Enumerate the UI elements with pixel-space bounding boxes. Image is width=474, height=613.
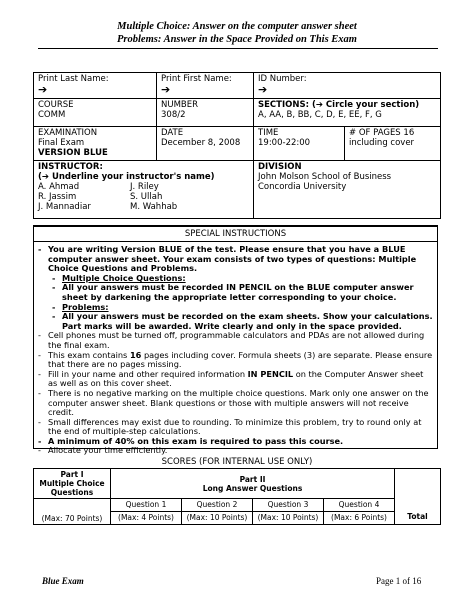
instructor-column-2 (130, 182, 177, 212)
question-score-cell[interactable]: (Max: 4 Points) (111, 512, 182, 525)
header-line-1: Multiple Choice: Answer on the computer answer sheet (117, 21, 357, 32)
part1-subtitle-2: Questions (50, 488, 94, 497)
instruction-item: - There is no negative marking on the multiple choice questions. Mark only one answer on the computer answer sheet. Blank questions or those with multiple answers will not receive credit. (38, 387, 429, 418)
exam-info-table (33, 72, 441, 219)
instructor-column-1 (38, 182, 130, 212)
instructor-name[interactable]: M. Wahhab (130, 202, 178, 212)
instructor-name[interactable]: S. Ullah (130, 192, 163, 202)
instructor-cell[interactable] (34, 161, 254, 219)
time-value: 19:00-22:00 (258, 138, 311, 148)
part2-subtitle: Long Answer Questions (202, 483, 303, 493)
header-divider (38, 48, 438, 49)
footer-page-number: Page 1 of 16 (376, 576, 422, 586)
instruction-text: This exam contains (48, 349, 130, 360)
question-header: Question 1 (111, 499, 182, 512)
examination-value: Final Exam (38, 138, 85, 148)
division-line-2: Concordia University (258, 182, 347, 192)
first-name-field[interactable] (157, 73, 254, 99)
instruction-item: - This exam contains 16 pages including cover. Formula sheets (3) are separate. Please ensure that there are no pages missing. (38, 349, 433, 370)
course-label: COURSE (38, 100, 74, 110)
instruction-subheading: - Multiple Choice Questions: (52, 272, 186, 283)
sections-value: A, AA, B, BB, C, D, E, EE, F, G (258, 110, 382, 120)
date-label: DATE (161, 128, 184, 138)
instruction-subitem: - All your answers must be recorded IN PENCIL on the BLUE computer answer sheet by darkening the appropriate letter corresponding to your choice. (52, 282, 414, 302)
last-name-label: Print Last Name: (38, 74, 109, 84)
division-line-1: John Molson School of Business (258, 172, 392, 182)
part1-max-points: (Max: 70 Points) (41, 514, 103, 523)
pages-label: # OF PAGES 16 (349, 128, 415, 138)
pages-value: including cover (349, 138, 415, 148)
division-label: DIVISION (258, 162, 302, 172)
id-number-field[interactable] (254, 73, 441, 99)
special-instructions-box (33, 225, 438, 456)
division-cell (254, 161, 441, 219)
instruction-text: pages including cover. Formula sheets (3) are separate. Please ensure that there are no pages missing. (48, 349, 433, 370)
instruction-item: - Allocate your time efficiently. (38, 445, 168, 456)
mc-text: All your answers must be recorded IN PENCIL on the BLUE computer answer sheet by darkening the appropriate letter corresponding to your choice. (62, 282, 414, 302)
instruction-text: Fill in your name and other required information (48, 368, 248, 379)
first-name-label: Print First Name: (161, 74, 232, 84)
question-header: Question 3 (253, 499, 324, 512)
instruction-item: - Fill in your name and other required information IN PENCIL on the Computer Answer sheet as well as on this cover sheet. (38, 368, 424, 389)
page-count: 16 (129, 349, 142, 360)
instructor-name[interactable]: J. Riley (130, 182, 159, 192)
pages-cell (345, 127, 441, 161)
arrow-right-icon: ➔ (38, 83, 48, 96)
scores-table (33, 468, 441, 525)
instruction-text: on the Computer Answer sheet as well as on this cover sheet. (48, 368, 424, 389)
instruction-item: - A minimum of 40% on this exam is required to pass this course. (38, 435, 344, 446)
examination-cell (34, 127, 157, 161)
number-cell (157, 99, 254, 127)
version-label: VERSION BLUE (38, 148, 108, 158)
instruction-subitem: - All your answers must be recorded on the exam sheets. Show your calculations. Part marks will be awarded. Write clearly and only in the space provided. (52, 311, 433, 331)
part2-title: Part II (239, 474, 266, 484)
instruction-text: Cell phones must be turned off, programmable calculators and PDAs are not allowed during the final exam. (48, 330, 425, 350)
total-label: Total (407, 512, 428, 521)
instruction-text: You are writing Version BLUE of the test. Please ensure that you have a BLUE computer answer sheet. Your exam consists of two types of questions: Multiple Choice Questions and Problems. (48, 244, 417, 274)
instructor-note: (➔ Underline your instructor's name) (38, 172, 215, 182)
exam-header (0, 20, 474, 46)
problems-heading: Problems: (62, 301, 109, 312)
date-cell (157, 127, 254, 161)
instructor-name[interactable]: R. Jassim (38, 192, 77, 202)
header-line-2: Problems: Answer in the Space Provided on This Exam (117, 34, 357, 45)
part1-header (34, 469, 111, 499)
instruction-item: - You are writing Version BLUE of the test. Please ensure that you have a BLUE computer answer sheet. Your exam consists of two types of questions: Multiple Choice Questions and Problems. (38, 244, 417, 274)
part1-score-cell[interactable] (34, 499, 111, 525)
question-score-cell[interactable]: (Max: 10 Points) (253, 512, 324, 525)
course-value: COMM (38, 110, 66, 120)
instructions-list (34, 242, 437, 456)
date-value: December 8, 2008 (161, 138, 241, 148)
arrow-right-icon: ➔ (161, 83, 171, 96)
question-header: Question 2 (182, 499, 253, 512)
mc-heading: Multiple Choice Questions: (62, 272, 186, 283)
last-name-field[interactable] (34, 73, 157, 99)
instruction-item: - Small differences may exist due to rounding. To minimize this problem, try to round only at the end of multiple-step calculations. (38, 416, 422, 437)
instruction-text: There is no negative marking on the multiple choice questions. Mark only one answer on the computer answer sheet. Blank questions or those with multiple answers will not receive credit. (48, 387, 429, 418)
instruction-text: A minimum of 40% on this exam is required to pass this course. (48, 435, 344, 446)
question-score-cell[interactable]: (Max: 6 Points) (324, 512, 395, 525)
instruction-text: Allocate your time efficiently. (48, 445, 168, 456)
arrow-right-icon: ➔ (258, 83, 268, 96)
number-value: 308/2 (161, 110, 186, 120)
part1-subtitle: Multiple Choice (39, 479, 105, 488)
number-label: NUMBER (161, 100, 199, 110)
instructor-name[interactable]: A. Ahmad (38, 182, 80, 192)
question-score-cell[interactable]: (Max: 10 Points) (182, 512, 253, 525)
footer-version: Blue Exam (42, 576, 84, 586)
part1-title: Part I (60, 470, 84, 479)
part2-header (111, 469, 395, 499)
instruction-item: - Cell phones must be turned off, programmable calculators and PDAs are not allowed during the final exam. (38, 330, 425, 350)
in-pencil-emphasis: IN PENCIL (247, 368, 294, 379)
scores-title: SCORES (FOR INTERNAL USE ONLY) (161, 457, 313, 467)
time-label: TIME (258, 128, 279, 138)
sections-cell[interactable] (254, 99, 441, 127)
instruction-text: Small differences may exist due to rounding. To minimize this problem, try to round only at the end of multiple-step calculations. (48, 416, 422, 437)
problems-text: All your answers must be recorded on the exam sheets. Show your calculations. Part marks will be awarded. Write clearly and only in the space provided. (62, 311, 433, 331)
instructor-list (38, 182, 249, 212)
total-cell[interactable] (395, 469, 441, 525)
special-instructions-title: SPECIAL INSTRUCTIONS (184, 229, 287, 239)
question-header: Question 4 (324, 499, 395, 512)
examination-label: EXAMINATION (38, 128, 98, 138)
sections-label: SECTIONS: (➔ Circle your section) (258, 100, 420, 110)
instruction-subheading: - Problems: (52, 301, 109, 312)
time-cell (254, 127, 345, 161)
instructor-name[interactable]: J. Mannadiar (38, 202, 91, 212)
course-cell (34, 99, 157, 127)
instructor-label: INSTRUCTOR: (38, 162, 103, 172)
id-number-label: ID Number: (258, 74, 307, 84)
